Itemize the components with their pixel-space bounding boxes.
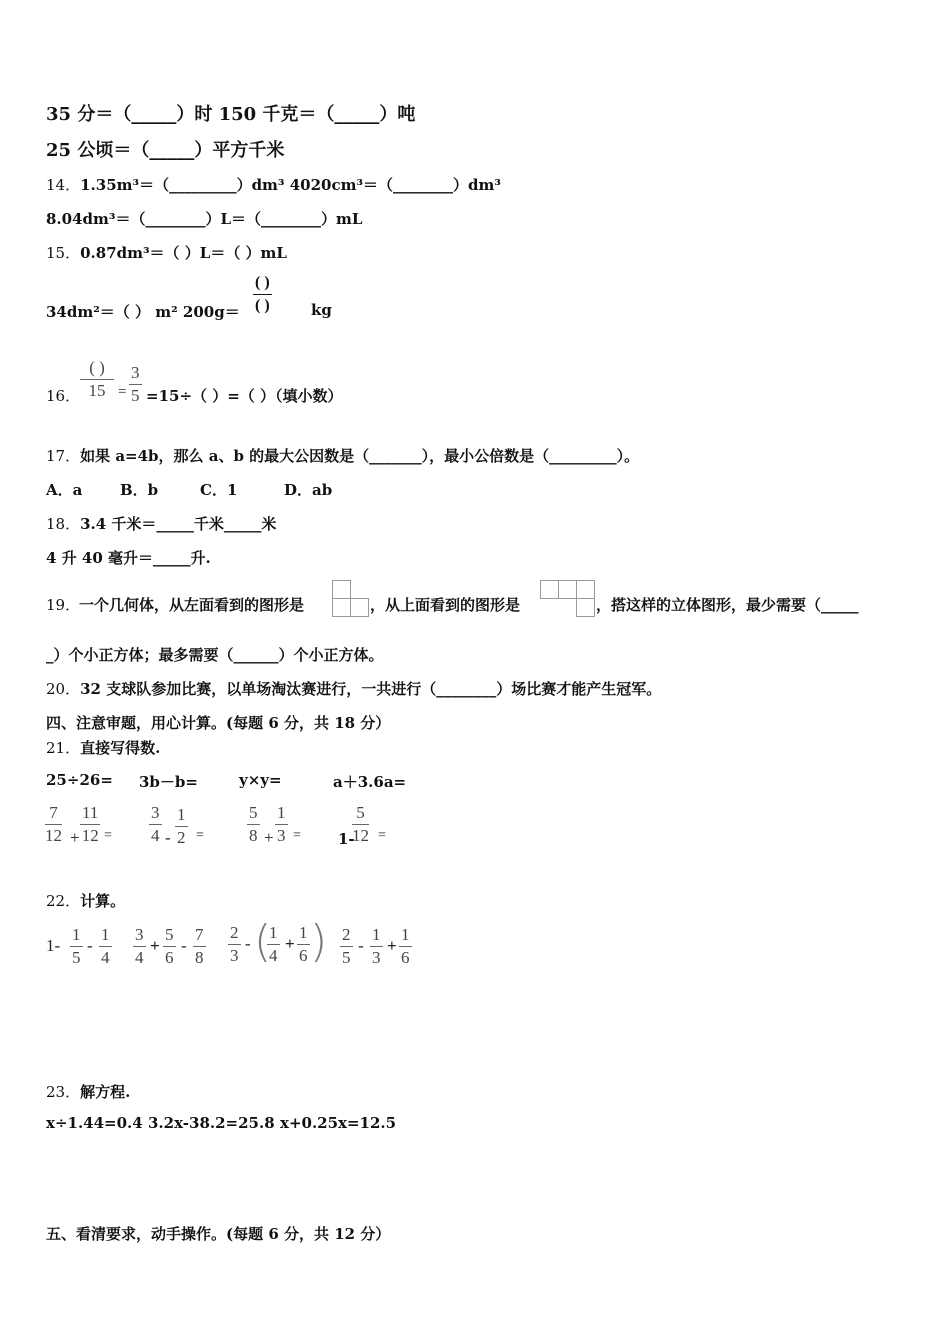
question-number: 17． bbox=[46, 447, 81, 465]
fraction-denominator: 6 bbox=[401, 948, 410, 967]
q14-line1 bbox=[46, 174, 501, 195]
fraction-numerator: ( ) bbox=[253, 272, 272, 295]
q17-option-c[interactable]: C．1 bbox=[200, 481, 238, 499]
section-4-heading: 四、注意审题，用心计算。(每题 6 分，共 18 分） bbox=[46, 714, 391, 732]
q19-part3: ，搭这样的立体图形，最少需要（_____ bbox=[596, 596, 859, 614]
equals-sign: = bbox=[196, 828, 204, 843]
left-view-figure bbox=[332, 580, 370, 616]
fraction-numerator: 1 bbox=[99, 924, 112, 947]
fraction-numerator: 1 bbox=[297, 922, 310, 945]
fraction-numerator: 3 bbox=[149, 802, 162, 825]
q22-e2-c bbox=[193, 924, 206, 969]
plus-sign: + bbox=[150, 936, 160, 955]
minus-sign: - bbox=[87, 936, 93, 955]
question-number: 23． bbox=[46, 1083, 81, 1101]
fraction-denominator: ( ) bbox=[255, 297, 270, 314]
q20-line bbox=[46, 678, 661, 699]
fraction-numerator: 1 bbox=[267, 922, 280, 945]
right-paren-icon: ) bbox=[310, 916, 328, 967]
q21-title bbox=[46, 737, 160, 758]
q23-title bbox=[46, 1081, 130, 1102]
fraction-numerator: 1 bbox=[370, 924, 383, 947]
plus-sign: + bbox=[285, 934, 295, 953]
q18-line1 bbox=[46, 513, 276, 534]
section-5-heading: 五、看清要求，动手操作。(每题 6 分，共 12 分） bbox=[46, 1225, 391, 1243]
question-number: 14． bbox=[46, 176, 81, 194]
q16-fraction-1 bbox=[80, 357, 114, 402]
q19-num: 19． bbox=[46, 596, 81, 614]
fraction-numerator: 2 bbox=[340, 924, 353, 947]
q17-option-a[interactable]: A．a bbox=[46, 481, 83, 499]
q22-e3-a bbox=[228, 922, 241, 967]
q13-line1: 35 分＝（_____）时 150 千克＝（_____）吨 bbox=[46, 104, 416, 125]
plus-sign: + bbox=[70, 828, 80, 847]
q18-line2: 4 升 40 毫升＝_____升. bbox=[46, 549, 211, 567]
left-paren-icon: ( bbox=[254, 916, 272, 967]
q21-f1-a bbox=[45, 802, 62, 847]
fraction-denominator: 5 bbox=[342, 948, 351, 967]
fraction-denominator: 6 bbox=[299, 946, 308, 965]
equals-sign: = bbox=[378, 828, 386, 843]
q22-e1-a bbox=[70, 924, 83, 969]
q22-title-text: 计算。 bbox=[80, 892, 126, 910]
fraction-denominator: 15 bbox=[88, 381, 106, 400]
q21-f3-b bbox=[275, 802, 288, 847]
q22-e2-a bbox=[133, 924, 146, 969]
q22-e3-b bbox=[267, 922, 280, 967]
q22-e4-a bbox=[340, 924, 353, 969]
fraction-denominator: 4 bbox=[151, 826, 160, 845]
q23-equation-1: x÷1.44=0.4 bbox=[46, 1114, 143, 1132]
q21-item-3: y×y= bbox=[239, 771, 282, 789]
top-view-figure bbox=[540, 580, 598, 618]
fraction-numerator: 3 bbox=[129, 362, 142, 385]
q19-part1: 一个几何体，从左面看到的图形是 bbox=[79, 596, 305, 614]
q20-text: 32 支球队参加比赛，以单场淘汰赛进行，一共进行（________）场比赛才能产生冠军。 bbox=[80, 680, 662, 698]
question-number: 21． bbox=[46, 739, 81, 757]
fraction-denominator: 4 bbox=[135, 948, 144, 967]
q15-line2a: 34dm²＝（ ） m² 200g＝ bbox=[46, 303, 240, 321]
q22-e3-c bbox=[297, 922, 310, 967]
minus-sign: - bbox=[165, 828, 171, 847]
q23-equation-2: 3.2x-38.2=25.8 bbox=[148, 1114, 275, 1132]
fraction-numerator: 2 bbox=[228, 922, 241, 945]
q17-text: 如果 a=4b，那么 a、b 的最大公因数是（_______），最小公倍数是（_________）。 bbox=[80, 447, 640, 465]
minus-sign: - bbox=[358, 936, 364, 955]
fraction-denominator: 3 bbox=[277, 826, 286, 845]
fraction-numerator: 7 bbox=[45, 802, 62, 825]
q21-f2-b bbox=[175, 804, 188, 849]
equals-sign: = bbox=[293, 828, 301, 843]
q19-line2: _）个小正方体；最多需要（______）个小正方体。 bbox=[46, 646, 384, 664]
fraction-numerator: 1 bbox=[399, 924, 412, 947]
q17-option-b[interactable]: B．b bbox=[120, 481, 159, 499]
q17-option-d[interactable]: D．ab bbox=[284, 481, 333, 499]
fraction-numerator: 5 bbox=[163, 924, 176, 947]
fraction-numerator: 7 bbox=[193, 924, 206, 947]
q16-rest: =15÷（ ）=（ ）（填小数） bbox=[146, 387, 343, 405]
fraction-numerator: 5 bbox=[247, 802, 260, 825]
fraction-denominator: 4 bbox=[101, 948, 110, 967]
q21-item-4: a＋3.6a= bbox=[333, 773, 407, 791]
q21-title-text: 直接写得数. bbox=[80, 739, 161, 757]
fraction-denominator: 12 bbox=[81, 826, 99, 845]
plus-sign: + bbox=[387, 936, 397, 955]
minus-sign: - bbox=[245, 934, 251, 953]
q21-item-2: 3b－b= bbox=[139, 773, 198, 791]
q19-part2: ，从上面看到的图形是 bbox=[370, 596, 521, 614]
q23-title-text: 解方程. bbox=[80, 1083, 131, 1101]
fraction-denominator: 3 bbox=[230, 946, 239, 965]
q21-f4-prefix: 1- bbox=[338, 830, 355, 848]
fraction-denominator: 8 bbox=[195, 948, 204, 967]
fraction-denominator: 12 bbox=[45, 826, 62, 845]
plus-sign: + bbox=[264, 828, 274, 847]
fraction-numerator: 1 bbox=[175, 804, 188, 827]
q13-line2: 25 公顷＝（_____）平方千米 bbox=[46, 140, 285, 161]
question-number: 20． bbox=[46, 680, 81, 698]
fraction-denominator: 3 bbox=[372, 948, 381, 967]
fraction-denominator: 8 bbox=[249, 826, 258, 845]
q14-line2: 8.04dm³＝（________）L＝（________）mL bbox=[46, 210, 363, 228]
fraction-denominator: 5 bbox=[72, 948, 81, 967]
fraction-numerator: 1 bbox=[70, 924, 83, 947]
q15-line1 bbox=[46, 242, 287, 263]
q15-kg: kg bbox=[311, 301, 332, 319]
fraction-numerator: 5 bbox=[352, 802, 369, 825]
q21-f4-a bbox=[352, 802, 369, 847]
q22-e4-b bbox=[370, 924, 383, 969]
fraction-numerator: 3 bbox=[133, 924, 146, 947]
fraction-denominator: 4 bbox=[269, 946, 278, 965]
q21-f2-a bbox=[149, 802, 162, 847]
fraction-denominator: 5 bbox=[131, 386, 140, 405]
q16-fraction-2 bbox=[129, 362, 142, 407]
fraction-denominator: 2 bbox=[177, 828, 186, 847]
fraction-denominator: 12 bbox=[352, 826, 369, 845]
question-number: 22． bbox=[46, 892, 81, 910]
q22-e2-b bbox=[163, 924, 176, 969]
q21-item-1: 25÷26= bbox=[46, 771, 113, 789]
q22-e1-prefix: 1- bbox=[46, 936, 61, 955]
q18-text: 3.4 千米＝_____千米_____米 bbox=[80, 515, 277, 533]
equals-sign: = bbox=[118, 384, 127, 400]
fraction-numerator: ( ) bbox=[80, 357, 114, 380]
q23-equation-3: x+0.25x=12.5 bbox=[280, 1114, 397, 1132]
q15-fraction bbox=[253, 272, 272, 317]
q22-e1-b bbox=[99, 924, 112, 969]
fraction-numerator: 11 bbox=[80, 802, 100, 825]
equals-sign: = bbox=[104, 828, 112, 843]
fraction-numerator: 1 bbox=[275, 802, 288, 825]
q22-title bbox=[46, 890, 125, 911]
q17-line bbox=[46, 445, 639, 466]
q22-e4-c bbox=[399, 924, 412, 969]
q21-f3-a bbox=[247, 802, 260, 847]
question-number: 18． bbox=[46, 515, 81, 533]
q21-f1-b bbox=[80, 802, 100, 847]
fraction-denominator: 6 bbox=[165, 948, 174, 967]
q16-num: 16． bbox=[46, 387, 81, 405]
minus-sign: - bbox=[181, 936, 187, 955]
question-number: 15． bbox=[46, 244, 81, 262]
q15-text: 0.87dm³＝（ ）L＝（ ）mL bbox=[80, 244, 287, 262]
q14-text: 1.35m³＝（_________）dm³ 4020cm³＝（________）dm³ bbox=[80, 176, 501, 194]
